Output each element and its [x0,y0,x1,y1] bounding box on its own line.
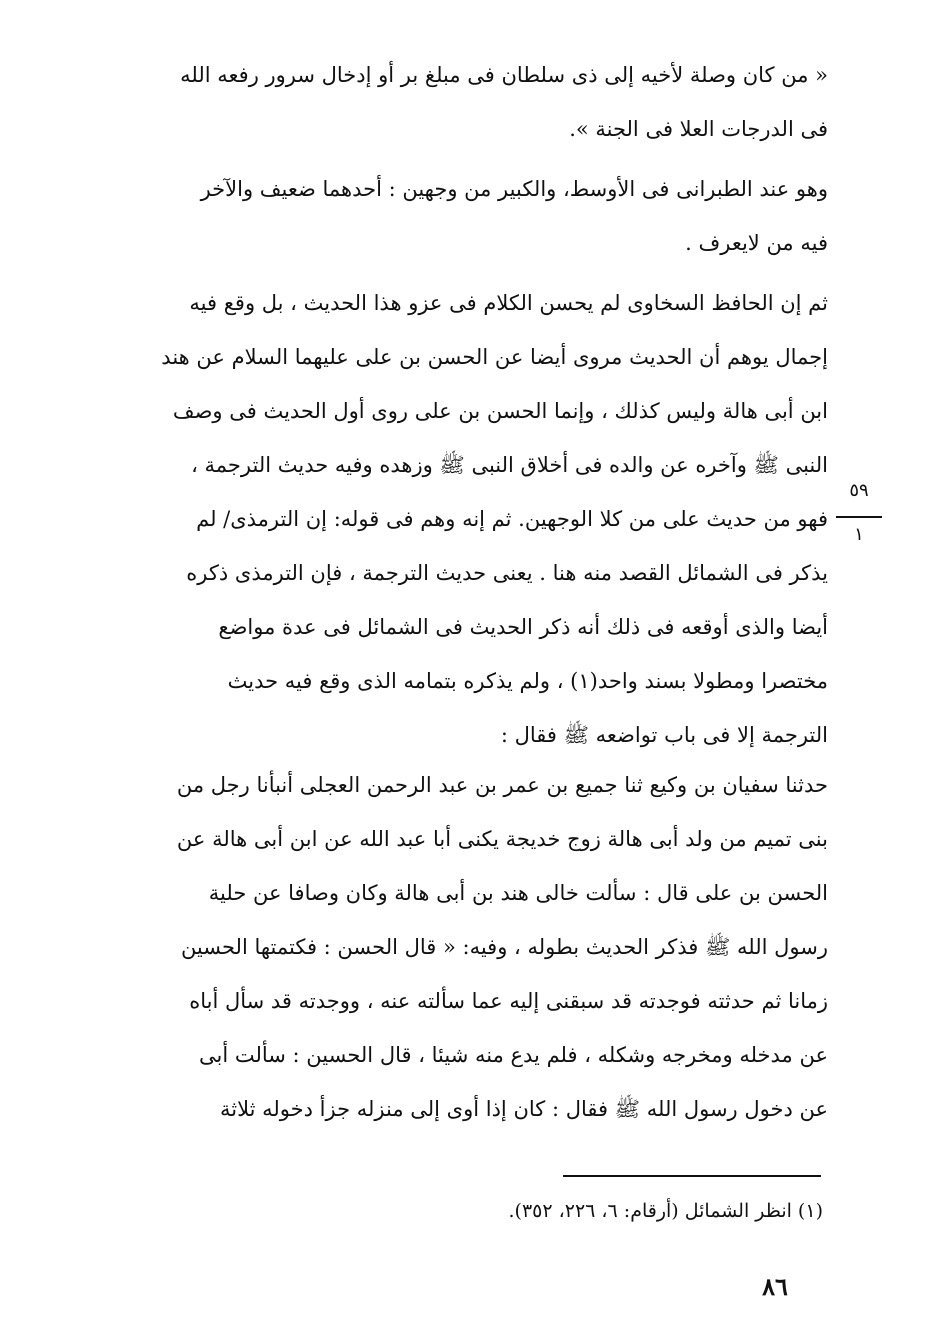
text-line: أيضا والذى أوقعه فى ذلك أنه ذكر الحديث فى الشمائل فى عدة مواضع [218,615,828,639]
text-line: بنى تميم من ولد أبى هالة زوج خديجة يكنى أبا عبد الله عن ابن أبى هالة عن [176,827,828,851]
paragraph-4 [118,758,828,1136]
text-line: النبى ﷺ وآخره عن والده فى أخلاق النبى ﷺ وزهده وفيه حديث الترجمة ، [191,453,828,477]
text-line: فهو من حديث على من كلا الوجهين. ثم إنه وهم فى قوله: إن الترمذى/ لم [196,507,828,531]
text-line: رسول الله ﷺ فذكر الحديث بطوله ، وفيه: « قال الحسن : فكتمتها الحسين [180,935,828,959]
paragraph-2 [118,162,828,270]
footnote: (١) انظر الشمائل (أرقام: ٦، ٢٢٦، ٣٥٢). [508,1200,823,1222]
text-line: الترجمة إلا فى باب تواضعه ﷺ فقال : [500,723,828,747]
text-line: وهو عند الطبرانى فى الأوسط، والكبير من وجهين : أحدهما ضعيف والآخر [200,177,828,201]
text-line: ابن أبى هالة وليس كذلك ، وإنما الحسن بن على روى أول الحديث فى وصف [172,399,828,423]
text-line: الحسن بن على قال : سألت خالى هند بن أبى هالة وكان وصافا عن حلية [208,881,828,905]
text-line: مختصرا ومطولا بسند واحد(١) ، ولم يذكره بتمامه الذى وقع فيه حديث [227,669,828,693]
text-line: فى الدرجات العلا فى الجنة ». [569,117,828,141]
text-line: عن دخول رسول الله ﷺ فقال : كان إذا أوى إلى منزله جزأ دخوله ثلاثة [220,1097,828,1121]
text-line: إجمال يوهم أن الحديث مروى أيضا عن الحسن بن على عليهما السلام عن هند [161,345,828,369]
margin-folio-rule [836,516,882,518]
text-line: يذكر فى الشمائل القصد منه هنا . يعنى حديث الترجمة ، فإن الترمذى ذكره [186,561,828,585]
page-number: ٨٦ [762,1272,788,1301]
text-line: « من كان وصلة لأخيه إلى ذى سلطان فى مبلغ بر أو إدخال سرور رفعه الله [180,63,828,87]
margin-folio-bottom: ١ [854,524,864,545]
text-line: ثم إن الحافظ السخاوى لم يحسن الكلام فى عزو هذا الحديث ، بل وقع فيه [189,291,828,315]
text-line: فيه من لايعرف . [685,231,828,255]
footnote-separator [563,1175,821,1177]
paragraph-1 [118,48,828,156]
text-line: حدثنا سفيان بن وكيع ثنا جميع بن عمر بن عبد الرحمن العجلى أنبأنا رجل من [176,773,828,797]
text-line: عن مدخله ومخرجه وشكله ، فلم يدع منه شيئا ، قال الحسين : سألت أبى [199,1043,828,1067]
paragraph-3 [118,276,828,762]
text-line: زمانا ثم حدثته فوجدته قد سبقنى إليه عما سألته عنه ، ووجدته قد سأل أباه [189,989,828,1013]
margin-folio-top: ٥٩ [849,480,869,501]
